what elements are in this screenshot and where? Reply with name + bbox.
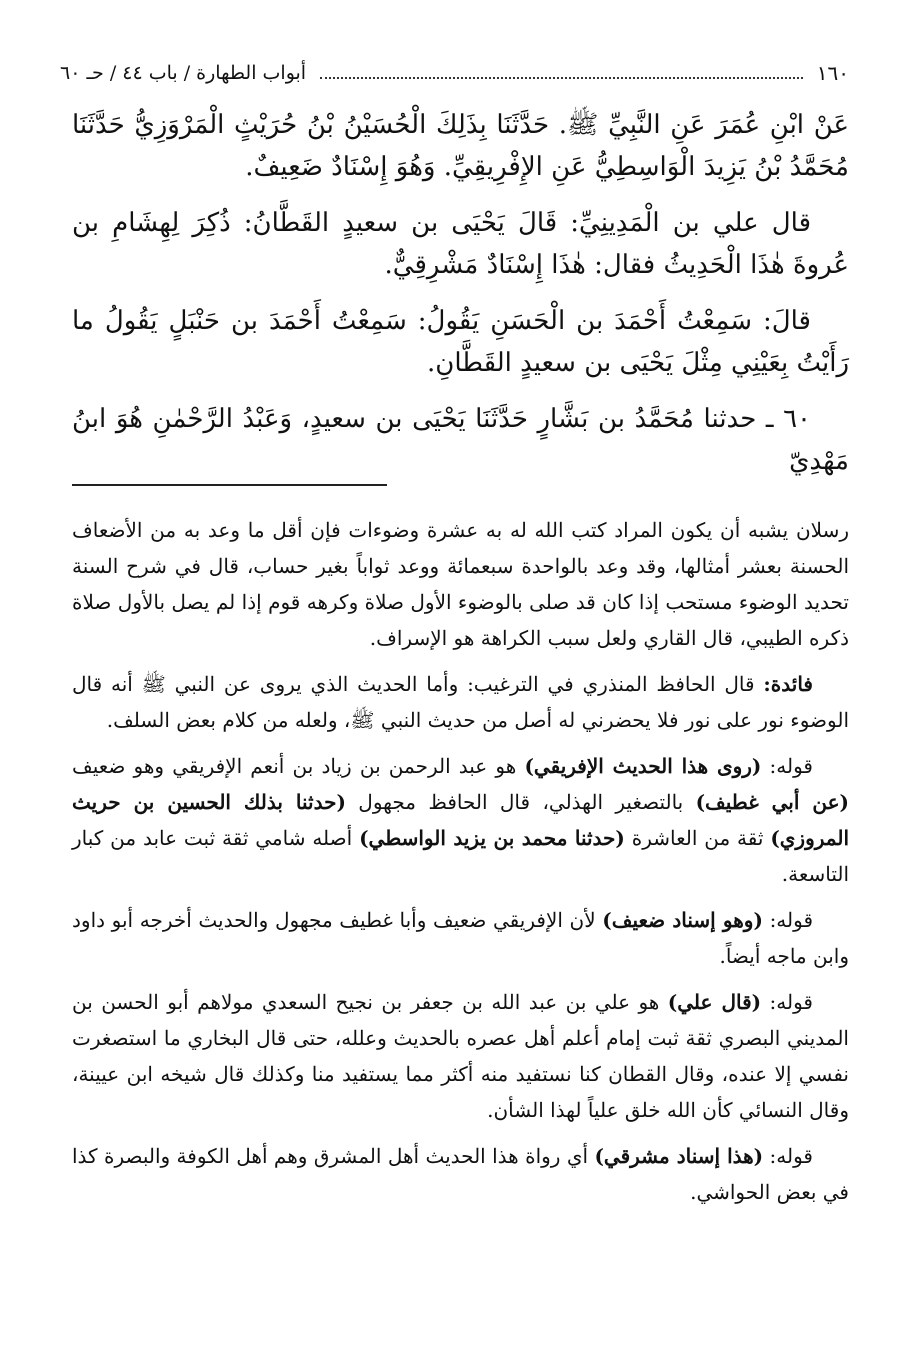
- matn-paragraph: عَنْ ابْنِ عُمَرَ عَنِ النَّبِيِّ ﷺ. حَدَّثَنَا بِذَلِكَ الْحُسَيْنُ بْنُ حُرَيْثٍ الْمَرْوَزِيُّ حَدَّثَنَا مُحَمَّدُ بْنُ يَزِيدَ الْوَاسِطِيُّ عَنِ الإِفْرِيقِيِّ. وَهُوَ إِسْنَادٌ ضَعِيفٌ.: [72, 110, 849, 182]
- hadith-60: ٦٠ ـ حدثنا مُحَمَّدُ بن بَشَّارٍ حَدَّثَنَا يَحْيَى بن سعيدٍ، وَعَبْدُ الرَّحْمٰنِ هُوَ ابنُ مَهْدِيّ: [72, 404, 849, 476]
- commentary-paragraph: قوله: (قال علي) هو علي بن عبد الله بن جعفر بن نجيح السعدي مولاهم أبو الحسن بن المديني البصري ثقة ثبت إمام أعلم أهل عصره بالحديث وعلله، حتى قال البخاري ما استصغرت نفسي إلا عنده، وقال القطان كنا نستفيد منه أكثر مما يستفيد منا وكذلك قال شيخه ابن عيينة، وقال النسائي كأن الله خلق علياً لهذا الشأن.: [72, 990, 849, 1122]
- commentary-paragraph: فائدة: قال الحافظ المنذري في الترغيب: وأما الحديث الذي يروى عن النبي ﷺ أنه قال الوضوء نور على نور فلا يحضرني له أصل من حديث النبي ﷺ، ولعله من كلام بعض السلف.: [72, 672, 849, 732]
- matn-paragraph: قال علي بن الْمَدِينِيِّ: قَالَ يَحْيَى بن سعيدٍ القَطَّانُ: ذُكِرَ لِهِشَامِ بن عُروةَ هٰذَا الْحَدِيثُ فقال: هٰذَا إِسْنَادٌ مَشْرِقِيٌّ.: [72, 208, 849, 280]
- commentary-paragraph: قوله: (روى هذا الحديث الإفريقي) هو عبد الرحمن بن زياد بن أنعم الإفريقي وهو ضعيف (عن أبي غطيف) بالتصغير الهذلي، قال الحافظ مجهول (حدثنا بذلك الحسين بن حريث المروزي) ثقة من العاشرة (حدثنا محمد بن يزيد الواسطي) أصله شامي ثقة ثبت عابد من كبار التاسعة.: [72, 754, 849, 886]
- header-dotted-leader: [320, 77, 803, 79]
- page-header: [60, 56, 849, 90]
- main-text: [72, 104, 849, 496]
- commentary-paragraph: رسلان يشبه أن يكون المراد كتب الله له به عشرة وضوءات فإن أقل ما وعد به من الأضعاف الحسنة بعشر أمثالها، وقد وعد بالواحدة سبعمائة ووعد ثواباً بغير حساب، قال في شرح السنة تحديد الوضوء مستحب إذا كان قد صلى بالوضوء الأول صلاة وكرهه قوم إذا لم يصل بالأول صلاة ذكره الطيبي، قال القاري ولعل سبب الكراهة هو الإسراف.: [72, 518, 849, 650]
- commentary: [72, 512, 849, 1220]
- footnote-divider: [72, 484, 387, 486]
- matn-paragraph: قالَ: سَمِعْتُ أَحْمَدَ بن الْحَسَنِ يَقُولُ: سَمِعْتُ أَحْمَدَ بن حَنْبَلٍ يَقُولُ ما رَأَيْتُ بِعَيْنِي مِثْلَ يَحْيَى بن سعيدٍ القَطَّانِ.: [72, 306, 849, 378]
- commentary-paragraph: قوله: (وهو إسناد ضعيف) لأن الإفريقي ضعيف وأبا غطيف مجهول والحديث أخرجه أبو داود وابن ماجه أيضاً.: [72, 908, 849, 968]
- page-number: ١٦٠: [816, 61, 849, 85]
- fayda-label: فائدة:: [763, 672, 813, 696]
- running-title: أبواب الطهارة / باب ٤٤ / حـ ٦٠: [60, 62, 307, 84]
- commentary-paragraph: قوله: (هذا إسناد مشرقي) أي رواة هذا الحديث أهل المشرق وهم أهل الكوفة والبصرة كذا في بعض الحواشي.: [72, 1144, 849, 1204]
